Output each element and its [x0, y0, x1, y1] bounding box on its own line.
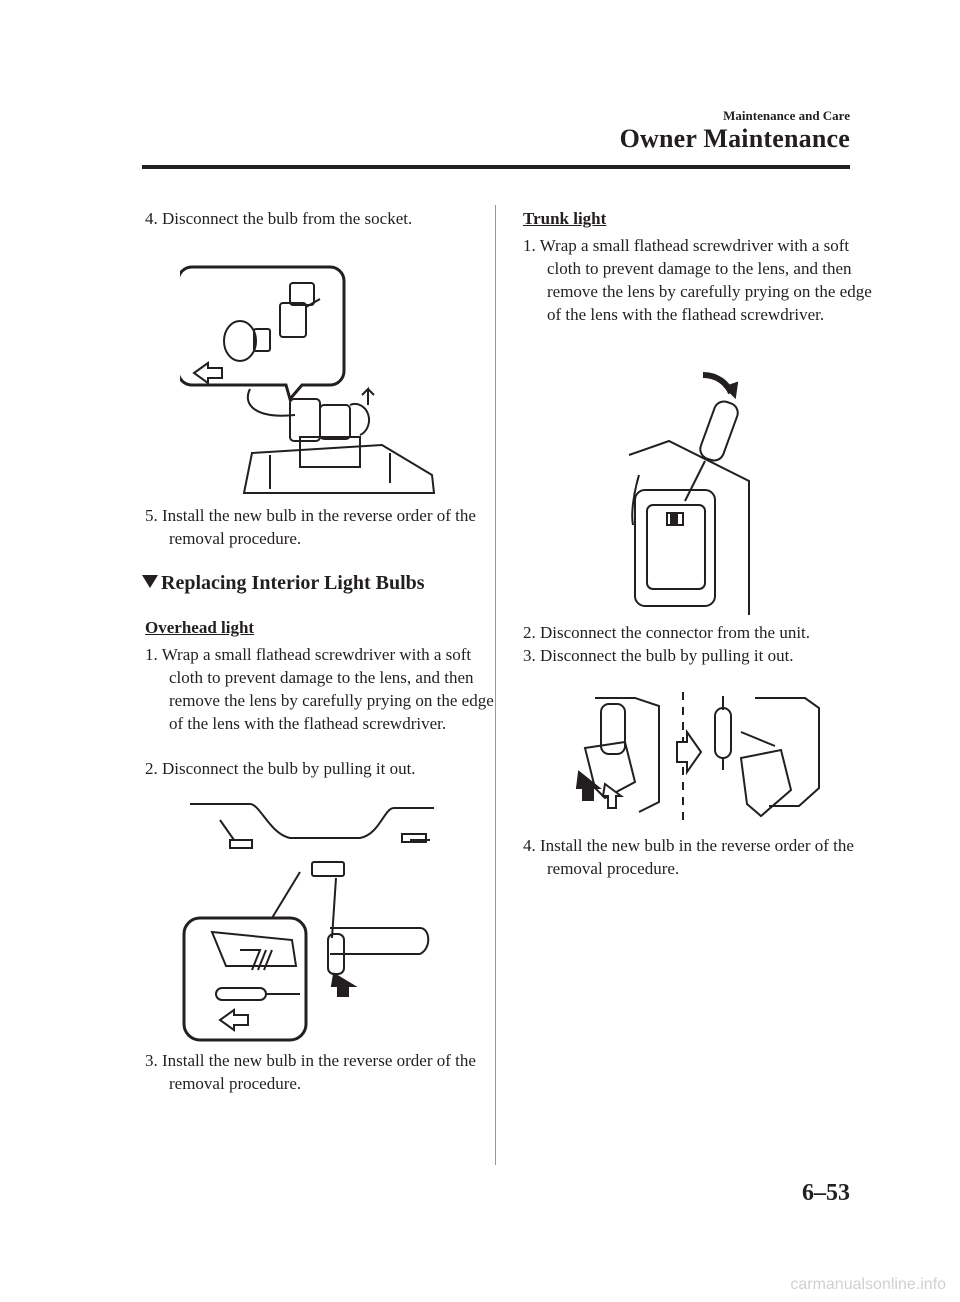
overhead-step-disconnect-bulb: 2. Disconnect the bulb by pulling it out. — [145, 759, 416, 778]
header-section-label: Maintenance and Care — [723, 108, 850, 123]
trunk-light-illustration — [615, 365, 775, 615]
triangle-marker-icon — [142, 575, 158, 588]
header-rule — [142, 165, 850, 169]
overhead-step-install-bulb: 3. Install the new bulb in the reverse order of the removal procedure. — [145, 1051, 476, 1093]
trunk-step-install-bulb: 4. Install the new bulb in the reverse order of the removal procedure. — [523, 836, 854, 878]
trunk-step-disconnect-connector: 2. Disconnect the connector from the unit. — [523, 623, 811, 642]
section-heading — [142, 572, 425, 595]
step-disconnect-bulb: 4. Disconnect the bulb from the socket. — [145, 209, 413, 228]
watermark: carmanualsonline.info — [790, 1276, 946, 1293]
trunk-light-heading: Trunk light — [523, 209, 607, 228]
overhead-light-illustration — [180, 800, 435, 1045]
step-install-bulb: 5. Install the new bulb in the reverse order of the removal procedure. — [145, 506, 476, 548]
overhead-light-heading: Overhead light — [145, 618, 255, 637]
trunk-step-wrap-screwdriver: 1. Wrap a small flathead screwdriver with a soft cloth to prevent damage to the lens, and then remove the lens by carefully prying on the edge of the lens with the flathead screwdriver. — [523, 236, 872, 324]
trunk-bulb-removal-illustration — [565, 688, 835, 826]
socket-bulb-illustration — [180, 255, 440, 500]
section-heading-text: Replacing Interior Light Bulbs — [161, 572, 425, 594]
page-number: 6–53 — [802, 1180, 850, 1206]
overhead-step-wrap-screwdriver: 1. Wrap a small flathead screwdriver with a soft cloth to prevent damage to the lens, and then remove the lens by carefully prying on the edge of the lens with the flathead screwdriver. — [145, 645, 494, 733]
trunk-step-disconnect-bulb: 3. Disconnect the bulb by pulling it out. — [523, 646, 794, 665]
page-title: Owner Maintenance — [619, 124, 850, 153]
